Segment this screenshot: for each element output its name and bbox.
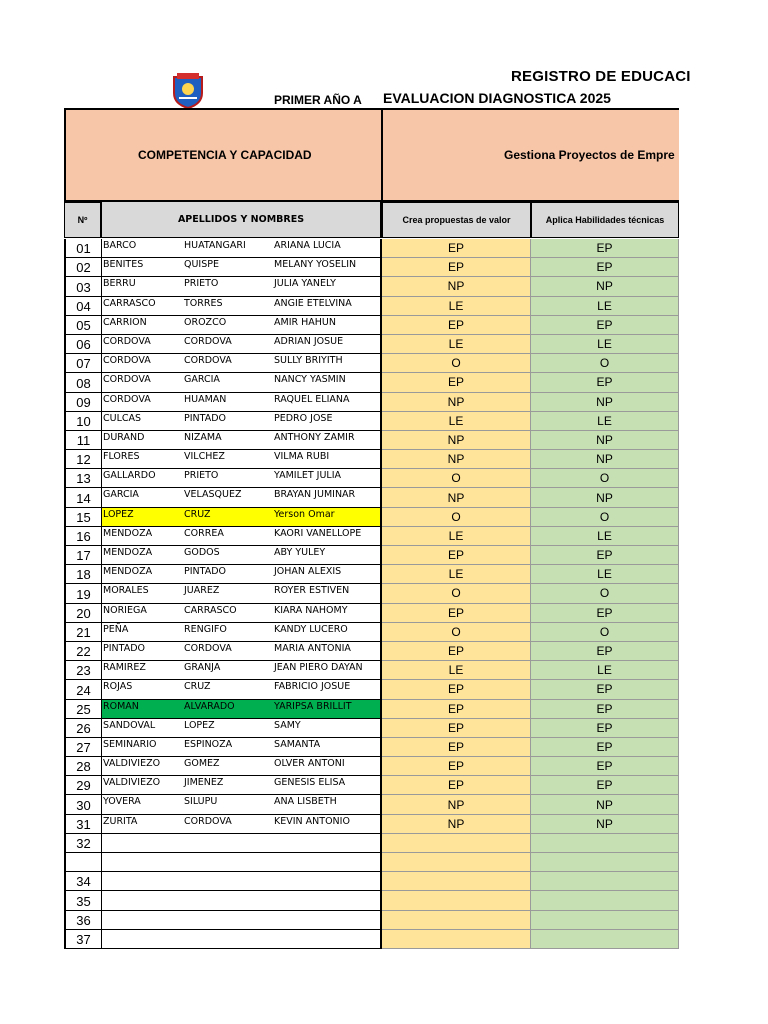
student-name-cell[interactable] (101, 354, 382, 373)
table-row (64, 680, 680, 699)
given-names: JULIA YANELY (274, 278, 336, 290)
row-number: 23 (64, 661, 101, 680)
first-surname: MENDOZA (103, 566, 153, 578)
second-surname: CORDOVA (184, 355, 232, 367)
table-row (64, 815, 680, 834)
row-number: 09 (64, 393, 101, 412)
given-names: KANDY LUCERO (274, 623, 348, 635)
given-names: MARIA ANTONIA (274, 642, 351, 654)
cap2-grade-cell[interactable]: EP (531, 258, 679, 277)
given-names: SAMANTA (274, 738, 321, 750)
second-surname: GRANJA (184, 662, 221, 674)
student-name-cell[interactable] (101, 719, 382, 738)
table-row (64, 565, 680, 584)
student-name-cell[interactable] (101, 469, 382, 488)
first-surname: PINTADO (103, 642, 145, 654)
cap1-grade-cell[interactable]: EP (382, 757, 531, 776)
first-surname: CORDOVA (103, 355, 151, 367)
student-name-cell[interactable] (101, 584, 382, 603)
row-number: 15 (64, 508, 101, 527)
cap2-grade-cell[interactable]: LE (531, 412, 679, 431)
table-row (64, 661, 680, 680)
student-name-cell[interactable] (101, 930, 382, 949)
table-row (64, 776, 680, 795)
given-names: NANCY YASMIN (274, 374, 346, 386)
second-surname: QUISPE (184, 259, 219, 271)
cap2-grade-cell[interactable]: NP (531, 431, 679, 450)
student-name-cell[interactable] (101, 488, 382, 507)
student-name-cell[interactable] (101, 680, 382, 699)
cap2-grade-cell[interactable]: NP (531, 795, 679, 814)
given-names: ARIANA LUCIA (274, 240, 341, 251)
student-name-cell[interactable] (101, 776, 382, 795)
student-name-cell[interactable] (101, 795, 382, 814)
table-row (64, 834, 680, 853)
second-surname: PINTADO (184, 412, 226, 424)
cap1-grade-cell[interactable]: LE (382, 412, 531, 431)
given-names: GENESIS ELISA (274, 777, 346, 789)
row-number: 31 (64, 815, 101, 834)
student-name-cell[interactable] (101, 834, 382, 853)
first-surname: CARRASCO (103, 297, 156, 309)
cap1-grade-cell[interactable]: O (382, 584, 531, 603)
cap1-grade-cell[interactable]: O (382, 469, 531, 488)
table-row (64, 930, 680, 949)
cap1-grade-cell[interactable]: LE (382, 527, 531, 546)
row-number: 22 (64, 642, 101, 661)
first-surname: VALDIVIEZO (103, 758, 161, 770)
row-number: 08 (64, 373, 101, 392)
cap2-grade-cell[interactable]: LE (531, 335, 679, 354)
given-names: VILMA RUBI (274, 451, 330, 463)
cap2-grade-cell[interactable]: EP (531, 700, 679, 719)
first-surname: FLORES (103, 451, 140, 463)
cap1-grade-cell[interactable] (382, 834, 531, 853)
second-surname: GARCIA (184, 374, 220, 386)
cap1-grade-cell[interactable]: NP (382, 277, 531, 296)
table-row (64, 795, 680, 814)
cap2-grade-cell[interactable]: O (531, 354, 679, 373)
cap1-grade-cell[interactable] (382, 911, 531, 930)
cap1-grade-cell[interactable]: NP (382, 393, 531, 412)
student-name-cell[interactable] (101, 277, 382, 296)
first-surname: ROJAS (103, 681, 133, 693)
second-surname: LOPEZ (184, 719, 215, 731)
student-name-cell[interactable] (101, 239, 382, 258)
second-surname: JIMENEZ (184, 777, 224, 789)
table-row (64, 258, 680, 277)
row-number: 14 (64, 488, 101, 507)
given-names: ANA LISBETH (274, 796, 337, 808)
cap1-grade-cell[interactable]: EP (382, 700, 531, 719)
cap1-grade-cell[interactable]: NP (382, 450, 531, 469)
row-number: 28 (64, 757, 101, 776)
first-surname: BENITES (103, 259, 144, 271)
cap2-grade-cell[interactable]: EP (531, 546, 679, 565)
student-name-cell[interactable] (101, 604, 382, 623)
cap1-grade-cell[interactable]: EP (382, 719, 531, 738)
competence-header (64, 108, 383, 202)
row-number: 13 (64, 469, 101, 488)
cap2-grade-cell[interactable] (531, 911, 679, 930)
student-name-cell[interactable] (101, 316, 382, 335)
row-number: 24 (64, 680, 101, 699)
table-row (64, 738, 680, 757)
row-number: 25 (64, 700, 101, 719)
students-table (64, 239, 680, 949)
table-row (64, 584, 680, 603)
table-row (64, 891, 680, 910)
cap1-grade-cell[interactable]: EP (382, 258, 531, 277)
first-surname: SEMINARIO (103, 738, 157, 750)
table-row (64, 872, 680, 891)
cap1-grade-cell[interactable]: NP (382, 795, 531, 814)
student-name-cell[interactable] (101, 565, 382, 584)
cap1-grade-cell[interactable]: NP (382, 488, 531, 507)
cap2-grade-cell[interactable]: EP (531, 757, 679, 776)
first-surname: CORDOVA (103, 393, 151, 405)
cap2-grade-cell[interactable] (531, 853, 679, 872)
cap2-grade-cell[interactable]: O (531, 508, 679, 527)
table-row (64, 853, 680, 872)
student-name-cell[interactable] (101, 335, 382, 354)
first-surname: PEÑA (103, 623, 129, 635)
table-row (64, 604, 680, 623)
cap1-grade-cell[interactable]: O (382, 508, 531, 527)
cap2-grade-cell[interactable] (531, 891, 679, 910)
table-row (64, 277, 680, 296)
table-row (64, 623, 680, 642)
second-surname: PINTADO (184, 566, 226, 578)
table-row (64, 393, 680, 412)
row-number: 06 (64, 335, 101, 354)
second-surname: RENGIFO (184, 623, 227, 635)
table-row (64, 700, 680, 719)
cap2-grade-cell[interactable]: EP (531, 680, 679, 699)
second-surname: SILUPU (184, 796, 218, 808)
first-surname: MENDOZA (103, 547, 153, 558)
second-surname: JUAREZ (184, 585, 220, 597)
first-surname: BERRU (103, 278, 136, 290)
row-number: 26 (64, 719, 101, 738)
given-names: Yerson Omar (274, 508, 335, 520)
second-surname: GOMEZ (184, 758, 220, 770)
student-name-cell[interactable] (101, 853, 382, 872)
first-surname: BARCO (103, 240, 137, 251)
second-surname: CORDOVA (184, 642, 232, 654)
student-name-cell[interactable] (101, 661, 382, 680)
student-name-cell[interactable] (101, 258, 382, 277)
given-names: OLVER ANTONI (274, 758, 345, 770)
second-surname: CRUZ (184, 508, 211, 520)
cap2-grade-cell[interactable]: NP (531, 450, 679, 469)
first-surname: VALDIVIEZO (103, 777, 161, 789)
second-surname: VELASQUEZ (184, 489, 242, 501)
table-row (64, 911, 680, 930)
second-surname: GODOS (184, 547, 220, 558)
student-name-cell[interactable] (101, 450, 382, 469)
evaluation-label: EVALUACION DIAGNOSTICA 2025 (383, 90, 611, 106)
row-number: 07 (64, 354, 101, 373)
row-number: 34 (64, 872, 101, 891)
cap1-grade-cell[interactable]: EP (382, 680, 531, 699)
student-name-cell[interactable] (101, 738, 382, 757)
first-surname: CARRION (103, 316, 147, 328)
second-surname: NIZAMA (184, 431, 222, 443)
cap1-grade-cell[interactable]: O (382, 623, 531, 642)
given-names: JOHAN ALEXIS (274, 566, 342, 578)
table-row (64, 469, 680, 488)
table-row (64, 335, 680, 354)
cap1-grade-cell[interactable]: EP (382, 642, 531, 661)
column-header-number: Nº (64, 202, 101, 238)
cap2-grade-cell[interactable]: EP (531, 719, 679, 738)
second-surname: ESPINOZA (184, 738, 233, 750)
row-number: 03 (64, 277, 101, 296)
table-row (64, 239, 680, 258)
cap2-grade-cell[interactable]: O (531, 623, 679, 642)
cap1-grade-cell[interactable]: NP (382, 815, 531, 834)
first-surname: LOPEZ (103, 508, 134, 520)
second-surname: CORDOVA (184, 815, 232, 827)
table-row (64, 546, 680, 565)
table-row (64, 431, 680, 450)
grade-label: PRIMER AÑO A (274, 93, 362, 107)
competence-value: Gestiona Proyectos de Empre (504, 148, 675, 162)
first-surname: SANDOVAL (103, 719, 156, 731)
cap2-grade-cell[interactable]: EP (531, 738, 679, 757)
table-row (64, 757, 680, 776)
student-name-cell[interactable] (101, 412, 382, 431)
table-row (64, 642, 680, 661)
given-names: PEDRO JOSE (274, 412, 333, 424)
first-surname: YOVERA (103, 796, 141, 808)
cap2-grade-cell[interactable]: NP (531, 815, 679, 834)
cap1-grade-cell[interactable]: NP (382, 431, 531, 450)
row-number: 32 (64, 834, 101, 853)
table-row (64, 450, 680, 469)
given-names: AMIR HAHUN (274, 316, 336, 328)
first-surname: CORDOVA (103, 374, 151, 386)
cap2-grade-cell[interactable]: NP (531, 393, 679, 412)
competence-label: COMPETENCIA Y CAPACIDAD (138, 148, 312, 162)
row-number: 12 (64, 450, 101, 469)
given-names: ANTHONY ZAMIR (274, 431, 355, 443)
given-names: JEAN PIERO DAYAN (274, 662, 363, 674)
student-name-cell[interactable] (101, 872, 382, 891)
row-number: 36 (64, 911, 101, 930)
table-row (64, 527, 680, 546)
row-number: 18 (64, 565, 101, 584)
student-name-cell[interactable] (101, 757, 382, 776)
row-number: 37 (64, 930, 101, 949)
competence-value-header (381, 108, 679, 202)
cap1-grade-cell[interactable]: EP (382, 604, 531, 623)
given-names: YAMILET JULIA (274, 470, 342, 482)
row-number: 20 (64, 604, 101, 623)
student-name-cell[interactable] (101, 393, 382, 412)
student-name-cell[interactable] (101, 527, 382, 546)
first-surname: GALLARDO (103, 470, 156, 482)
row-number: 16 (64, 527, 101, 546)
student-name-cell[interactable] (101, 508, 382, 527)
row-number: 02 (64, 258, 101, 277)
row-number: 30 (64, 795, 101, 814)
column-header-cap2: Aplica Habilidades técnicas (531, 202, 679, 238)
table-row (64, 373, 680, 392)
cap2-grade-cell[interactable]: EP (531, 642, 679, 661)
row-number: 27 (64, 738, 101, 757)
row-number: 29 (64, 776, 101, 795)
cap2-grade-cell[interactable]: EP (531, 776, 679, 795)
second-surname: VILCHEZ (184, 451, 225, 463)
given-names: MELANY YOSELIN (274, 259, 357, 271)
table-row (64, 508, 680, 527)
table-row (64, 316, 680, 335)
given-names: ADRIAN JOSUE (274, 335, 344, 347)
student-name-cell[interactable] (101, 373, 382, 392)
cap2-grade-cell[interactable]: LE (531, 527, 679, 546)
cap2-grade-cell[interactable]: NP (531, 488, 679, 507)
second-surname: HUAMAN (184, 393, 227, 405)
second-surname: CORREA (184, 527, 224, 539)
student-name-cell[interactable] (101, 297, 382, 316)
document-title: REGISTRO DE EDUCACI (511, 68, 691, 85)
cap2-grade-cell[interactable] (531, 872, 679, 891)
cap1-grade-cell[interactable]: EP (382, 316, 531, 335)
cap2-grade-cell[interactable]: EP (531, 316, 679, 335)
cap1-grade-cell[interactable]: LE (382, 661, 531, 680)
table-row (64, 297, 680, 316)
table-row (64, 719, 680, 738)
first-surname: ROMAN (103, 700, 139, 712)
given-names: RAQUEL ELIANA (274, 393, 350, 405)
student-name-cell[interactable] (101, 546, 382, 565)
given-names: ROYER ESTIVEN (274, 585, 350, 597)
row-number: 17 (64, 546, 101, 565)
row-number: 35 (64, 891, 101, 910)
cap1-grade-cell[interactable]: LE (382, 297, 531, 316)
cap2-grade-cell[interactable] (531, 834, 679, 853)
given-names: KEVIN ANTONIO (274, 815, 350, 827)
row-number: 11 (64, 431, 101, 450)
second-surname: TORRES (184, 297, 223, 309)
student-name-cell[interactable] (101, 431, 382, 450)
first-surname: CULCAS (103, 412, 142, 424)
school-crest-icon (171, 71, 205, 109)
given-names: ABY YULEY (274, 547, 326, 558)
second-surname: CRUZ (184, 681, 211, 693)
given-names: YARIPSA BRILLIT (274, 700, 352, 712)
given-names: BRAYAN JUMINAR (274, 489, 356, 501)
row-number: 19 (64, 584, 101, 603)
student-name-cell[interactable] (101, 700, 382, 719)
first-surname: DURAND (103, 431, 145, 443)
first-surname: CORDOVA (103, 335, 151, 347)
row-number: 04 (64, 297, 101, 316)
cap2-grade-cell[interactable]: LE (531, 297, 679, 316)
given-names: SAMY (274, 719, 301, 731)
row-number: 10 (64, 412, 101, 431)
given-names: ANGIE ETELVINA (274, 297, 352, 309)
cap1-grade-cell[interactable] (382, 872, 531, 891)
first-surname: RAMIREZ (103, 662, 146, 674)
second-surname: ALVARADO (184, 700, 235, 712)
second-surname: OROZCO (184, 316, 227, 328)
given-names: SULLY BRIYITH (274, 355, 343, 367)
cap2-grade-cell[interactable]: O (531, 469, 679, 488)
table-row (64, 412, 680, 431)
given-names: KAORI VANELLOPE (274, 527, 362, 539)
given-names: FABRICIO JOSUE (274, 681, 351, 693)
cap2-grade-cell[interactable] (531, 930, 679, 949)
cap1-grade-cell[interactable] (382, 853, 531, 872)
cap2-grade-cell[interactable]: EP (531, 604, 679, 623)
second-surname: PRIETO (184, 470, 219, 482)
first-surname: MORALES (103, 585, 149, 597)
cap1-grade-cell[interactable]: LE (382, 565, 531, 584)
cap2-grade-cell[interactable]: EP (531, 239, 679, 258)
second-surname: PRIETO (184, 278, 219, 290)
cap1-grade-cell[interactable]: EP (382, 776, 531, 795)
second-surname: CORDOVA (184, 335, 232, 347)
cap1-grade-cell[interactable]: EP (382, 239, 531, 258)
row-number: 01 (64, 239, 101, 258)
second-surname: CARRASCO (184, 604, 237, 616)
cap1-grade-cell[interactable]: EP (382, 738, 531, 757)
row-number (64, 853, 101, 872)
table-row (64, 488, 680, 507)
column-header-cap1: Crea propuestas de valor (382, 202, 531, 238)
cap1-grade-cell[interactable]: LE (382, 335, 531, 354)
column-header-names: APELLIDOS Y NOMBRES (101, 202, 382, 238)
cap1-grade-cell[interactable] (382, 930, 531, 949)
first-surname: NORIEGA (103, 604, 147, 616)
first-surname: ZURITA (103, 815, 138, 827)
cap2-grade-cell[interactable]: NP (531, 277, 679, 296)
cap2-grade-cell[interactable]: O (531, 584, 679, 603)
row-number: 21 (64, 623, 101, 642)
cap2-grade-cell[interactable]: LE (531, 661, 679, 680)
student-name-cell[interactable] (101, 891, 382, 910)
student-name-cell[interactable] (101, 642, 382, 661)
cap1-grade-cell[interactable]: EP (382, 373, 531, 392)
cap2-grade-cell[interactable]: EP (531, 373, 679, 392)
student-name-cell[interactable] (101, 911, 382, 930)
cap1-grade-cell[interactable]: EP (382, 546, 531, 565)
cap2-grade-cell[interactable]: LE (531, 565, 679, 584)
first-surname: MENDOZA (103, 527, 153, 539)
table-row (64, 354, 680, 373)
second-surname: HUATANGARI (184, 240, 246, 251)
student-name-cell[interactable] (101, 815, 382, 834)
row-number: 05 (64, 316, 101, 335)
given-names: KIARA NAHOMY (274, 604, 348, 616)
cap1-grade-cell[interactable] (382, 891, 531, 910)
first-surname: GARCIA (103, 489, 139, 501)
cap1-grade-cell[interactable]: O (382, 354, 531, 373)
student-name-cell[interactable] (101, 623, 382, 642)
